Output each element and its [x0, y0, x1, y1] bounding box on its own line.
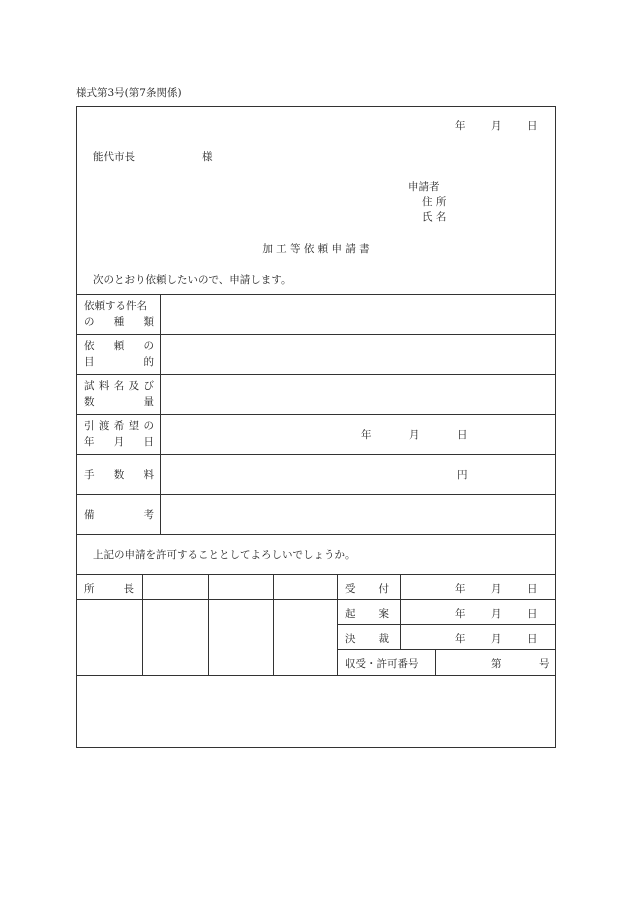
field-label-subject: 依頼する件名 — [84, 300, 147, 312]
receipt-year: 年 — [455, 583, 466, 595]
form-number: 様式第3号(第7条関係) — [76, 87, 182, 99]
decision-label: 決 裁 — [345, 633, 389, 645]
delivery-day: 日 — [457, 429, 468, 441]
permit-prefix: 第 — [491, 658, 502, 670]
draft-day: 日 — [527, 608, 538, 620]
recipient: 能代市長 — [93, 151, 135, 163]
applicant-label: 申請者 — [408, 181, 440, 193]
permit-number-label: 収受・許可番号 — [345, 658, 419, 670]
remarks-input[interactable] — [161, 495, 554, 534]
header-month: 月 — [491, 120, 502, 132]
decision-year: 年 — [455, 633, 466, 645]
director-label: 所 長 — [84, 583, 134, 595]
purpose-input[interactable] — [161, 335, 554, 374]
field-label-subject-line2: の 種 類 — [84, 316, 154, 328]
delivery-year: 年 — [361, 429, 372, 441]
receipt-month: 月 — [491, 583, 502, 595]
subject-input[interactable] — [161, 295, 554, 334]
draft-label: 起 案 — [345, 608, 389, 620]
decision-day: 日 — [527, 633, 538, 645]
field-label-sample: 試 料 名 及 び — [84, 380, 154, 392]
fee-unit: 円 — [457, 469, 468, 481]
header-day: 日 — [527, 120, 538, 132]
field-label-delivery: 引 渡 希 望 の — [84, 420, 154, 432]
receipt-label: 受 付 — [345, 583, 389, 595]
field-label-delivery-line2: 年 月 日 — [84, 436, 154, 448]
field-label-sample-line2: 数 量 — [84, 396, 154, 408]
draft-month: 月 — [491, 608, 502, 620]
header-year: 年 — [455, 120, 466, 132]
delivery-month: 月 — [409, 429, 420, 441]
field-label-purpose: 依 頼 の — [84, 340, 154, 352]
draft-year: 年 — [455, 608, 466, 620]
field-label-remarks: 備 考 — [84, 509, 154, 521]
application-form — [76, 106, 556, 748]
intro-text: 次のとおり依頼したいので、申請します。 — [93, 274, 292, 286]
document-title: 加 工 等 依 頼 申 請 書 — [262, 243, 370, 255]
receipt-day: 日 — [527, 583, 538, 595]
field-label-fee: 手 数 料 — [84, 469, 154, 481]
name-label: 氏 名 — [422, 211, 447, 223]
field-label-purpose-line2: 目 的 — [84, 356, 154, 368]
approval-question: 上記の申請を許可することとしてよろしいでしょうか。 — [93, 549, 356, 561]
recipient-honorific: 様 — [202, 151, 213, 163]
address-label: 住 所 — [422, 196, 447, 208]
decision-month: 月 — [491, 633, 502, 645]
permit-suffix: 号 — [539, 658, 550, 670]
sample-input[interactable] — [161, 375, 554, 414]
